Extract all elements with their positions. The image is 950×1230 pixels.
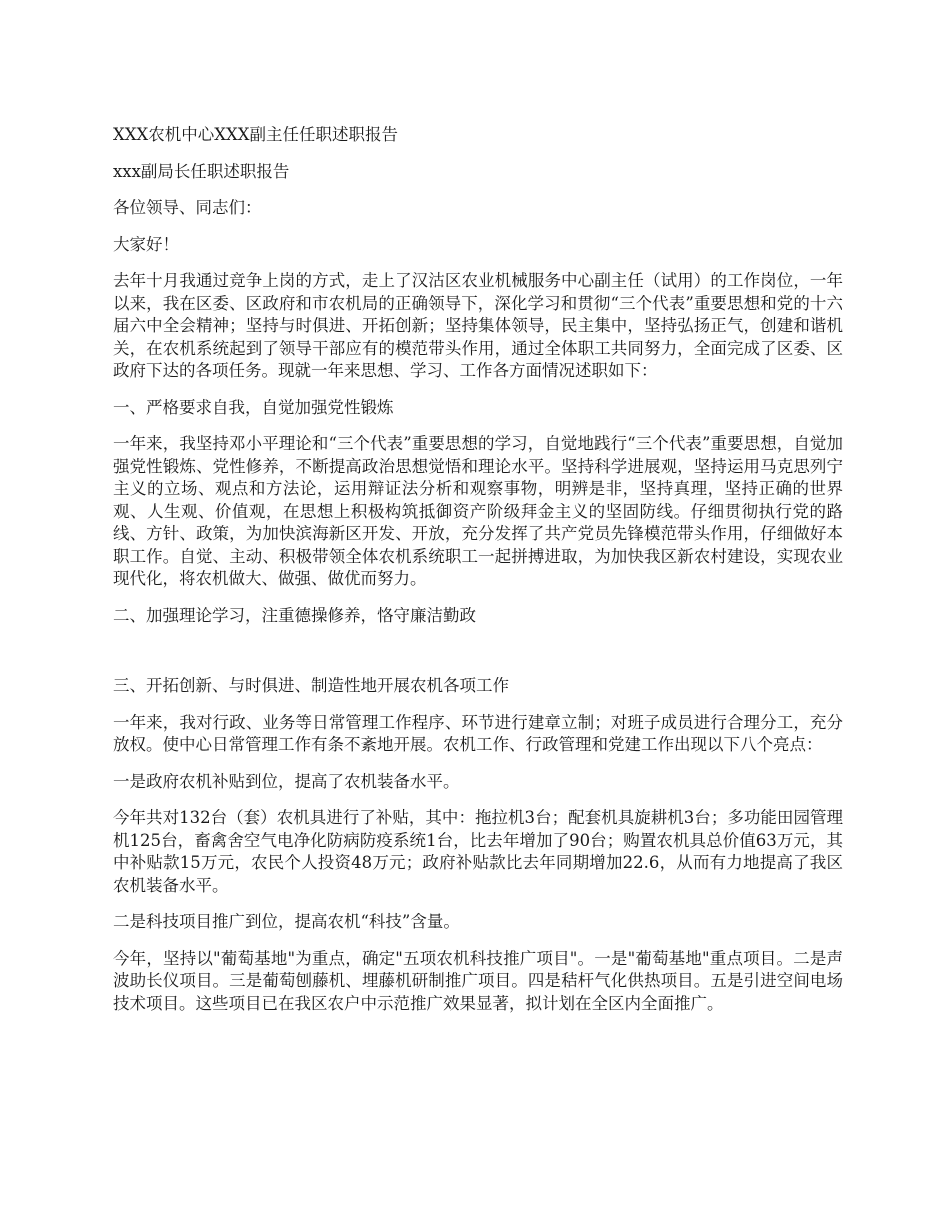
greeting: 大家好！ <box>113 234 179 254</box>
paragraph-intro: 去年十月我通过竞争上岗的方式，走上了汉沽区农业机械服务中心副主任（试用）的工作岗位，一年以来，我在区委、区政府和市农机局的正确领导下，深化学习和贯彻“三个代表”重要思想和党的十六届六中全会精神；坚持与时俱进、开拓创新；坚持集体领导，民主集中，坚持弘扬正气，创建和谐机关，在农机系统起到了领导干部应有的模范带头作用，通过全体职工共同努力，全面完成了区委、区政府下达的各项任务。现就一年来思想、学习、工作各方面情况述职如下： <box>113 271 843 380</box>
highlight-heading-1: 一是政府农机补贴到位，提高了农机装备水平。 <box>113 771 460 791</box>
salutation: 各位领导、同志们： <box>113 198 262 217</box>
paragraph-highlight-2: 今年，坚持以"葡萄基地"为重点，确定"五项农机科技推广项目"。一是"葡萄基地"重点项目。二是声波助长仪项目。三是葡萄刨藤机、埋藤机研制推广项目。四是秸杆气化供热项目。五是引进空间电场技术项目。这些项目已在我区农户中示范推广效果显著，拟计划在全区内全面推广。 <box>113 948 843 1013</box>
paragraph-section-1: 一年来，我坚持邓小平理论和“三个代表”重要思想的学习，自觉地践行“三个代表”重要思想，自觉加强党性锻炼、党性修养，不断提高政治思想觉悟和理论水平。坚持科学进展观，坚持运用马克思列宁主义的立场、观点和方法论，运用辩证法分析和观察事物，明辨是非，坚持真理，坚持正确的世界观、人生观、价值观，在思想上积极构筑抵御资产阶级拜金主义的坚固防线。仔细贯彻执行党的路线、方针、政策，为加快滨海新区开发、开放，充分发挥了共产党员先锋模范带头作用，仔细做好本职工作。自觉、主动、积极带领全体农机系统职工一起拼搏进取，为加快我区新农村建设，实现农业现代化，将农机做大、做强、做优而努力。 <box>113 434 843 588</box>
document-subtitle: xxx副局长任职述职报告 <box>113 161 290 181</box>
highlight-heading-2: 二是科技项目推广到位，提高农机“科技”含量。 <box>113 912 460 931</box>
paragraph-section-3: 一年来，我对行政、业务等日常管理工作程序、环节进行建章立制；对班子成员进行合理分工，充分放权。使中心日常管理工作有条不紊地开展。农机工作、行政管理和党建工作出现以下八个亮点： <box>113 712 843 754</box>
document-body <box>113 124 843 1029</box>
paragraph-highlight-1: 今年共对132台（套）农机具进行了补贴，其中：拖拉机3台；配套机具旋耕机3台；多功能田园管理机125台，畜禽舍空气电净化防病防疫系统1台，比去年增加了90台；购置农机具总价值63万元，其中补贴款15万元，农民个人投资48万元；政府补贴款比去年同期增加22.6，从而有力地提高了我区农机装备水平。 <box>113 808 843 895</box>
document-title: XXX农机中心XXX副主任任职述职报告 <box>113 125 398 144</box>
section-heading-1: 一、严格要求自我，自觉加强党性锻炼 <box>113 397 394 417</box>
section-heading-3: 三、开拓创新、与时俱进、制造性地开展农机各项工作 <box>113 676 509 695</box>
section-heading-2: 二、加强理论学习，注重德操修养，恪守廉洁勤政 <box>113 605 476 625</box>
